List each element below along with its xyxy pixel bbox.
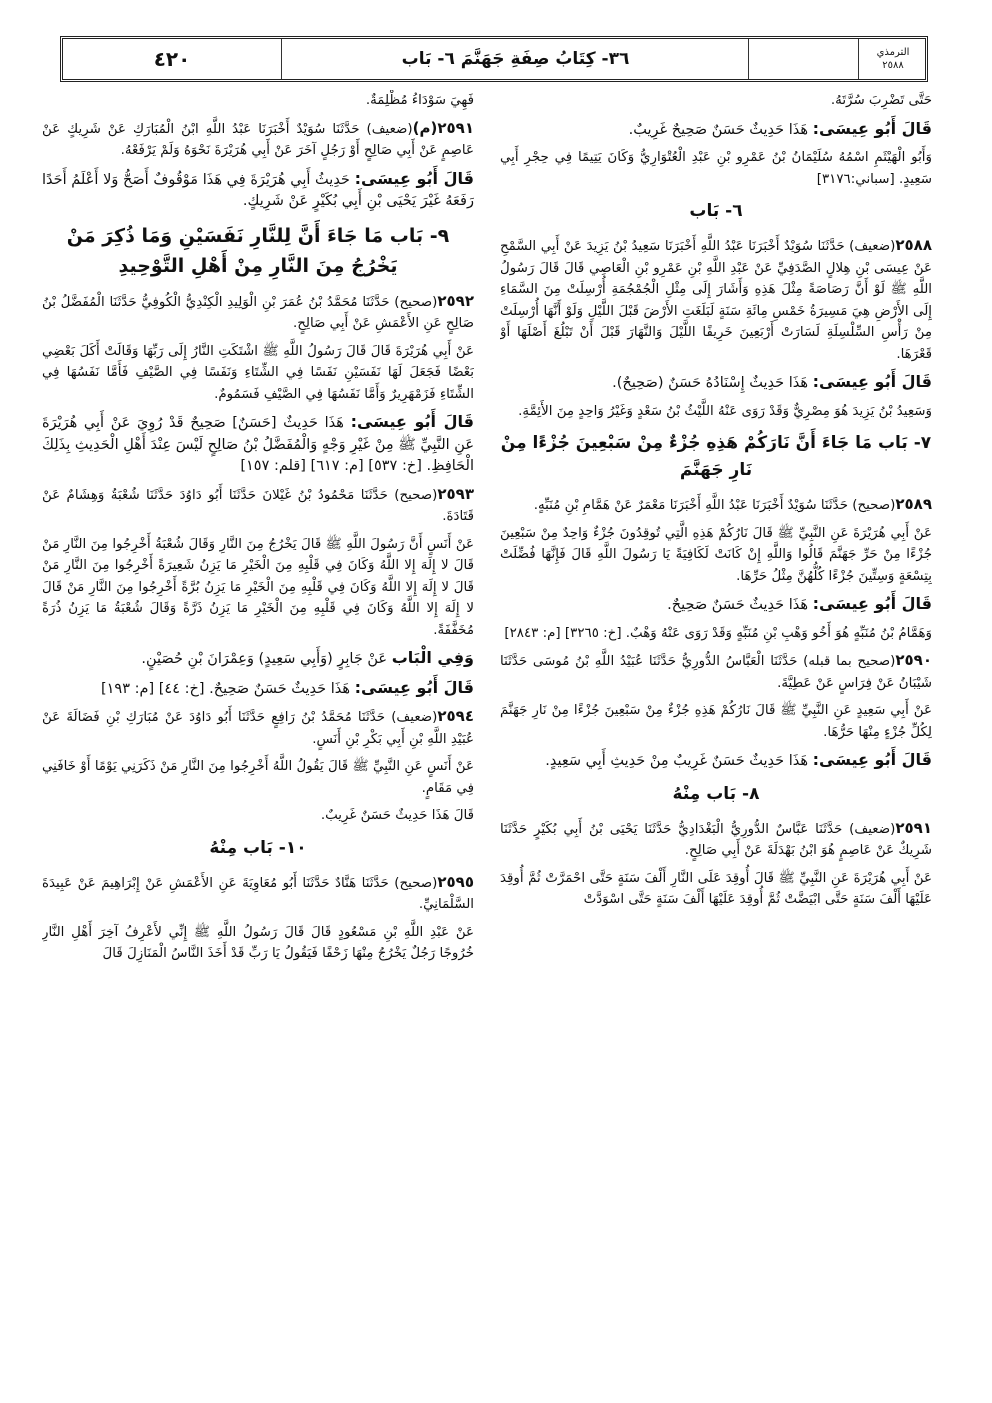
commentary-paragraph (500, 371, 932, 395)
hadith-number: ٢٥٩٣ (437, 484, 474, 503)
hadith-text: (صحيح بما قبله) حَدَّثَنَا الْعَبَّاسُ الدُّورِيُّ حَدَّثَنَا عُبَيْدُ اللَّهِ بْنُ مُوسَى حَدَّثَنَا شَيْبَانُ عَنْ فِرَاسٍ عَنْ عَطِيَّةَ. (500, 654, 932, 691)
hadith-paragraph (42, 706, 474, 750)
commentary-label: وَفِي الْبَاب (391, 648, 474, 667)
hadith-text: (صحيح) حَدَّثَنَا هَنَّادٌ حَدَّثَنَا أَبُو مُعَاوِيَةَ عَنِ الأَعْمَشِ عَنْ إِبْرَاهِيمَ عَنْ عَبِيدَةَ السَّلْمَانِيِّ. (42, 875, 474, 912)
hadith-text: (صحيح) حَدَّثَنَا مُحَمَّدُ بْنُ عُمَرَ بْنِ الْوَلِيدِ الْكِنْدِيُّ الْكُوفِيُّ حَدَّثَنَا الْمُفَضَّلُ بْنُ صَالِحٍ عَنِ الأَعْمَشِ عَنْ أَبِي صَالِحٍ. (42, 294, 474, 331)
commentary-text: هَذَا حَدِيثٌ حَسَنٌ غَرِيبٌ مِنْ حَدِيثِ أَبِي سَعِيدٍ. (545, 753, 813, 769)
commentary-paragraph (500, 593, 932, 617)
commentary-paragraph (500, 749, 932, 773)
text-paragraph: عَنْ أَبِي هُرَيْرَةَ قَالَ قَالَ رَسُولُ اللَّهِ ﷺ اشْتَكَتِ النَّارُ إِلَى رَبِّهَا وَقَالَتْ أَكَلَ بَعْضِي بَعْضًا فَجَعَلَ لَهَا نَفَسَيْنِ نَفَسًا فِي الشِّتَاءِ وَنَفَسًا فِي الصَّيْفِ فَأَمَّا نَفَسُهَا فِي الشِّتَاءِ فَزَمْهَرِيرٌ وَأَمَّا نَفَسُهَا فِي الصَّيْفِ فَسَمُومٌ. (42, 343, 474, 402)
hadith-number: ٢٥٨٨ (895, 236, 932, 254)
chapter-heading: ٨- بَاب مِنْهُ (672, 783, 760, 804)
text-paragraph: حَتَّى تَضْرِبَ سُرَّتَهُ. (830, 93, 932, 108)
page-number: ٤٢٠ (153, 47, 191, 71)
hadith-text: (ضعيف) حَدَّثَنَا مُحَمَّدُ بْنُ رَافِعٍ حَدَّثَنَا أَبُو دَاوُدَ عَنْ مُبَارَكِ بْنِ فَضَالَةَ عَنْ عُبَيْدِ اللَّهِ بْنِ أَبِي بَكْرِ بْنِ أَنَسٍ. (42, 710, 474, 747)
hadith-range: ٢٥٨٨ (882, 60, 904, 71)
hadith-text: (ضعيف) حَدَّثَنَا سُوَيْدٌ أَخْبَرَنَا عَبْدُ اللَّهِ أَخْبَرَنَا سَعِيدُ بْنُ يَزِيدَ عَنْ أَبِي السَّمْحِ عَنْ عِيسَى بْنِ هِلالٍ الصَّدَفِيِّ عَنْ عَبْدِ اللَّهِ بْنِ عَمْرِو بْنِ الْعَاصِي قَالَ قَالَ رَسُولُ اللَّهِ ﷺ لَوْ أَنَّ رَصَاصَةً مِثْلَ هَذِهِ وَأَشَارَ إِلَى مِثْلِ الْجُمْجُمَةِ أُرْسِلَتْ مِنَ السَّمَاءِ إِلَى الأَرْضِ هِيَ مَسِيرَةُ خَمْسِ مِائَةِ سَنَةٍ لَبَلَغَتِ الأَرْضَ قَبْلَ اللَّيْلِ وَلَوْ أَنَّهَا أُرْسِلَتْ مِنْ رَأْسِ السِّلْسِلَةِ لَسَارَتْ أَرْبَعِينَ خَرِيفًا اللَّيْلَ وَالنَّهَارَ قَبْلَ أَنْ تَبْلُغَ أَصْلَهَا أَوْ قَعْرَهَا. (500, 239, 932, 362)
hadith-number: ٢٥٩٢ (437, 291, 474, 310)
commentary-paragraph (42, 647, 474, 671)
commentary-text: هَذَا حَدِيثٌ [حَسَنٌ] صَحِيحٌ قَدْ رُوِيَ عَنْ أَبِي هُرَيْرَةَ عَنِ النَّبِيِّ ﷺ مِنْ غَيْرِ وَجْهٍ وَالْمُفَضَّلُ بْنُ صَالِحٍ لَيْسَ عِنْدَ أَهْلِ الْحَدِيثِ بِذَلِكَ الْحَافِظِ. [خ: ٥٣٧] [م: ٦١٧] [قلم: ١٥٧] (42, 415, 474, 474)
book-info (858, 39, 927, 79)
hadith-paragraph (500, 650, 932, 694)
commentary-label: قَالَ أَبُو عِيسَى: (812, 750, 932, 769)
header-spacer (748, 39, 859, 79)
hadith-number: ٢٥٩٤ (437, 707, 474, 725)
text-paragraph: وَسَعِيدُ بْنُ يَزِيدَ هُوَ مِصْرِيٌّ وَقَدْ رَوَى عَنْهُ اللَّيْثُ بْنُ سَعْدٍ وَغَيْرُ وَاحِدٍ مِنَ الأَئِمَّةِ. (518, 403, 932, 419)
commentary-text: حَدِيثُ أَبِي هُرَيْرَةَ فِي هَذَا مَوْقُوفٌ أَصَحُّ وَلا أَعْلَمُ أَحَدًا رَفَعَهُ غَيْرَ يَحْيَى بْنِ أَبِي بُكَيْرٍ عَنْ شَرِيكٍ. (42, 171, 474, 209)
hadith-paragraph (42, 484, 474, 528)
commentary-text: هَذَا حَدِيثٌ حَسَنٌ صَحِيحٌ. (667, 597, 813, 613)
hadith-text: (ضعيف) حَدَّثَنَا سُوَيْدٌ أَخْبَرَنَا عَبْدُ اللَّهِ ابْنُ الْمُبَارَكِ عَنْ شَرِيكٍ عَنْ عَاصِمٍ عَنْ أَبِي صَالِحٍ أَوْ رَجُلٍ آخَرَ عَنْ أَبِي هُرَيْرَةَ نَحْوَهُ وَلَمْ يَرْفَعْهُ. (42, 121, 474, 158)
text-paragraph: وَهَمَّامُ بْنُ مُنَبِّهٍ هُوَ أَخُو وَهْبِ بْنِ مُنَبِّهٍ وَقَدْ رَوَى عَنْهُ وَهْبٌ. [خ: ٣٢٦٥] [م: ٢٨٤٣] (504, 625, 932, 641)
hadith-text: (صحيح) حَدَّثَنَا مَحْمُودُ بْنُ غَيْلانَ حَدَّثَنَا أَبُو دَاوُدَ حَدَّثَنَا شُعْبَةُ وَهِشَامٌ عَنْ قَتَادَةَ. (42, 487, 474, 524)
left-column (42, 90, 474, 1390)
text-paragraph: عَنْ أَنَسٍ عَنِ النَّبِيِّ ﷺ قَالَ يَقُولُ اللَّهُ أَخْرِجُوا مِنَ النَّارِ مَنْ ذَكَرَنِي يَوْمًا أَوْ خَافَنِي فِي مَقَامٍ. (42, 759, 474, 796)
commentary-paragraph (500, 118, 932, 142)
commentary-label: قَالَ أَبُو عِيسَى: (350, 412, 474, 431)
commentary-text: عَنْ جَابِرٍ (وَأَبِي سَعِيدٍ) وَعِمْرَانَ بْنِ حُصَيْنٍ. (141, 651, 392, 667)
commentary-label: قَالَ أَبُو عِيسَى: (354, 168, 474, 188)
chapter-heading: ٧- بَاب مَا جَاءَ أَنَّ نَارَكُمْ هَذِهِ جُزْءٌ مِنْ سَبْعِينَ جُزْءًا مِنْ نَارِ جَهَنَّمَ (500, 433, 932, 480)
commentary-label: قَالَ أَبُو عِيسَى: (812, 372, 932, 391)
text-paragraph: قَالَ هَذَا حَدِيثٌ حَسَنٌ غَرِيبٌ. (320, 808, 474, 823)
text-paragraph: فَهِيَ سَوْدَاءُ مُظْلِمَةٌ. (365, 93, 474, 108)
commentary-paragraph (42, 677, 474, 701)
page-header (60, 36, 928, 82)
chapter-title: ٣٦- كِتَابُ صِفَةِ جَهَنَّمَ ٦- بَاب (281, 39, 749, 79)
commentary-label: قَالَ أَبُو عِيسَى: (812, 594, 932, 613)
hadith-number: ٢٥٩١ (895, 818, 932, 837)
hadith-number: ٢٥٨٩ (895, 495, 932, 513)
hadith-number: ٢٥٩١(م) (412, 118, 474, 137)
hadith-paragraph (500, 494, 932, 517)
right-column (500, 90, 932, 1390)
hadith-paragraph (500, 235, 932, 365)
chapter-heading: ٩- بَاب مَا جَاءَ أَنَّ لِلنَّارِ نَفَسَيْنِ وَمَا ذُكِرَ مَنْ يَخْرُجُ مِنَ النَّارِ مِنْ أَهْلِ التَّوْحِيدِ (66, 224, 450, 277)
commentary-text: هَذَا حَدِيثٌ حَسَنٌ صَحِيحٌ غَرِيبٌ. (628, 121, 813, 138)
commentary-label: قَالَ أَبُو عِيسَى: (354, 677, 474, 697)
text-paragraph: عَنْ أَنَسٍ أَنَّ رَسُولَ اللَّهِ ﷺ قَالَ يَخْرُجُ مِنَ النَّارِ وَقَالَ شُعْبَةُ أَخْرِجُوا مِنَ النَّارِ مَنْ قَالَ لا إِلَهَ إِلا اللَّهُ وَكَانَ فِي قَلْبِهِ مِنَ الْخَيْرِ مَا يَزِنُ شَعِيرَةً أَخْرِجُوا مِنَ النَّارِ مَنْ قَالَ لا إِلَهَ إِلا اللَّهُ وَكَانَ فِي قَلْبِهِ مِنَ الْخَيْرِ مَا يَزِنُ بُرَّةً أَخْرِجُوا مِنَ النَّارِ مَنْ قَالَ لا إِلَهَ إِلا اللَّهُ وَكَانَ فِي قَلْبِهِ مِنَ الْخَيْرِ مَا يَزِنُ ذَرَّةً وَقَالَ شُعْبَةُ مَا يَزِنُ ذُرَةً مُخَفَّفَةً. (42, 536, 474, 638)
hadith-paragraph (42, 118, 474, 162)
text-paragraph: عَنْ عَبْدِ اللَّهِ بْنِ مَسْعُودٍ قَالَ قَالَ رَسُولُ اللَّهِ ﷺ إِنِّي لأَعْرِفُ آخِرَ أَهْلِ النَّارِ خُرُوجًا رَجُلٌ يَخْرُجُ مِنْهَا زَحْفًا فَيَقُولُ يَا رَبِّ قَدْ أَخَذَ النَّاسُ الْمَنَازِلَ قَالَ (42, 924, 474, 961)
commentary-text: هَذَا حَدِيثٌ حَسَنٌ صَحِيحٌ. [خ: ٤٤] [م: ١٩٣] (100, 680, 355, 697)
text-paragraph: عَنْ أَبِي هُرَيْرَةَ عَنِ النَّبِيِّ ﷺ قَالَ نَارُكُمْ هَذِهِ الَّتِي تُوقِدُونَ جُزْءٌ وَاحِدٌ مِنْ سَبْعِينَ جُزْءًا مِنْ حَرِّ جَهَنَّمَ قَالُوا وَاللَّهِ إِنْ كَانَتْ لَكَافِيَةً يَا رَسُولَ اللَّهِ قَالَ فَإِنَّهَا فُضِّلَتْ بِتِسْعَةٍ وَسِتِّينَ جُزْءًا كُلُّهُنَّ مِثْلُ حَرِّهَا. (500, 525, 932, 584)
commentary-text: هَذَا حَدِيثٌ إِسْنَادُهُ حَسَنٌ (صَحِيحٌ). (612, 375, 813, 391)
chapter-heading: ١٠- بَاب مِنْهُ (209, 837, 307, 858)
commentary-label: قَالَ أَبُو عِيسَى: (812, 118, 932, 138)
text-paragraph: عَنْ أَبِي سَعِيدٍ عَنِ النَّبِيِّ ﷺ قَالَ نَارُكُمْ هَذِهِ جُزْءٌ مِنْ سَبْعِينَ جُزْءًا مِنْ نَارِ جَهَنَّمَ لِكُلِّ جُزْءٍ مِنْهَا حَرُّهَا. (500, 703, 932, 740)
commentary-paragraph (42, 411, 474, 478)
hadith-number: ٢٥٩٠ (895, 651, 932, 669)
hadith-number: ٢٥٩٥ (437, 872, 474, 891)
text-paragraph: عَنْ أَبِي هُرَيْرَةَ عَنِ النَّبِيِّ ﷺ قَالَ أُوقِدَ عَلَى النَّارِ أَلْفَ سَنَةٍ حَتَّى احْمَرَّتْ ثُمَّ أُوقِدَ عَلَيْهَا أَلْفَ سَنَةٍ حَتَّى ابْيَضَّتْ ثُمَّ أُوقِدَ عَلَيْهَا أَلْفَ سَنَةٍ حَتَّى اسْوَدَّتْ (500, 870, 932, 907)
hadith-paragraph (42, 291, 474, 335)
hadith-text: (صحيح) حَدَّثَنَا سُوَيْدٌ أَخْبَرَنَا عَبْدُ اللَّهِ أَخْبَرَنَا مَعْمَرٌ عَنْ هَمَّامِ بْنِ مُنَبِّهٍ. (533, 498, 896, 513)
hadith-paragraph (500, 818, 932, 862)
hadith-paragraph (42, 872, 474, 916)
chapter-heading: ٦- بَاب (689, 201, 743, 221)
text-paragraph: وَأَبُو الْهَيْثَمِ اسْمُهُ سُلَيْمَانُ بْنُ عَمْرِو بْنِ عَبْدِ الْعُتْوَارِيُّ وَكَانَ يَتِيمًا فِي حِجْرِ أَبِي سَعِيدٍ. [سباني:٣١٧٦] (500, 150, 932, 187)
book-name: الترمذي (876, 47, 910, 58)
hadith-text: (ضعيف) حَدَّثَنَا عَبَّاسٌ الدُّورِيُّ الْبَغْدَادِيُّ حَدَّثَنَا يَحْيَى بْنُ أَبِي بُكَيْرٍ حَدَّثَنَا شَرِيكٌ عَنْ عَاصِمٍ هُوَ ابْنُ بَهْدَلَةَ عَنْ أَبِي صَالِحٍ. (500, 821, 932, 858)
commentary-paragraph (42, 168, 474, 213)
